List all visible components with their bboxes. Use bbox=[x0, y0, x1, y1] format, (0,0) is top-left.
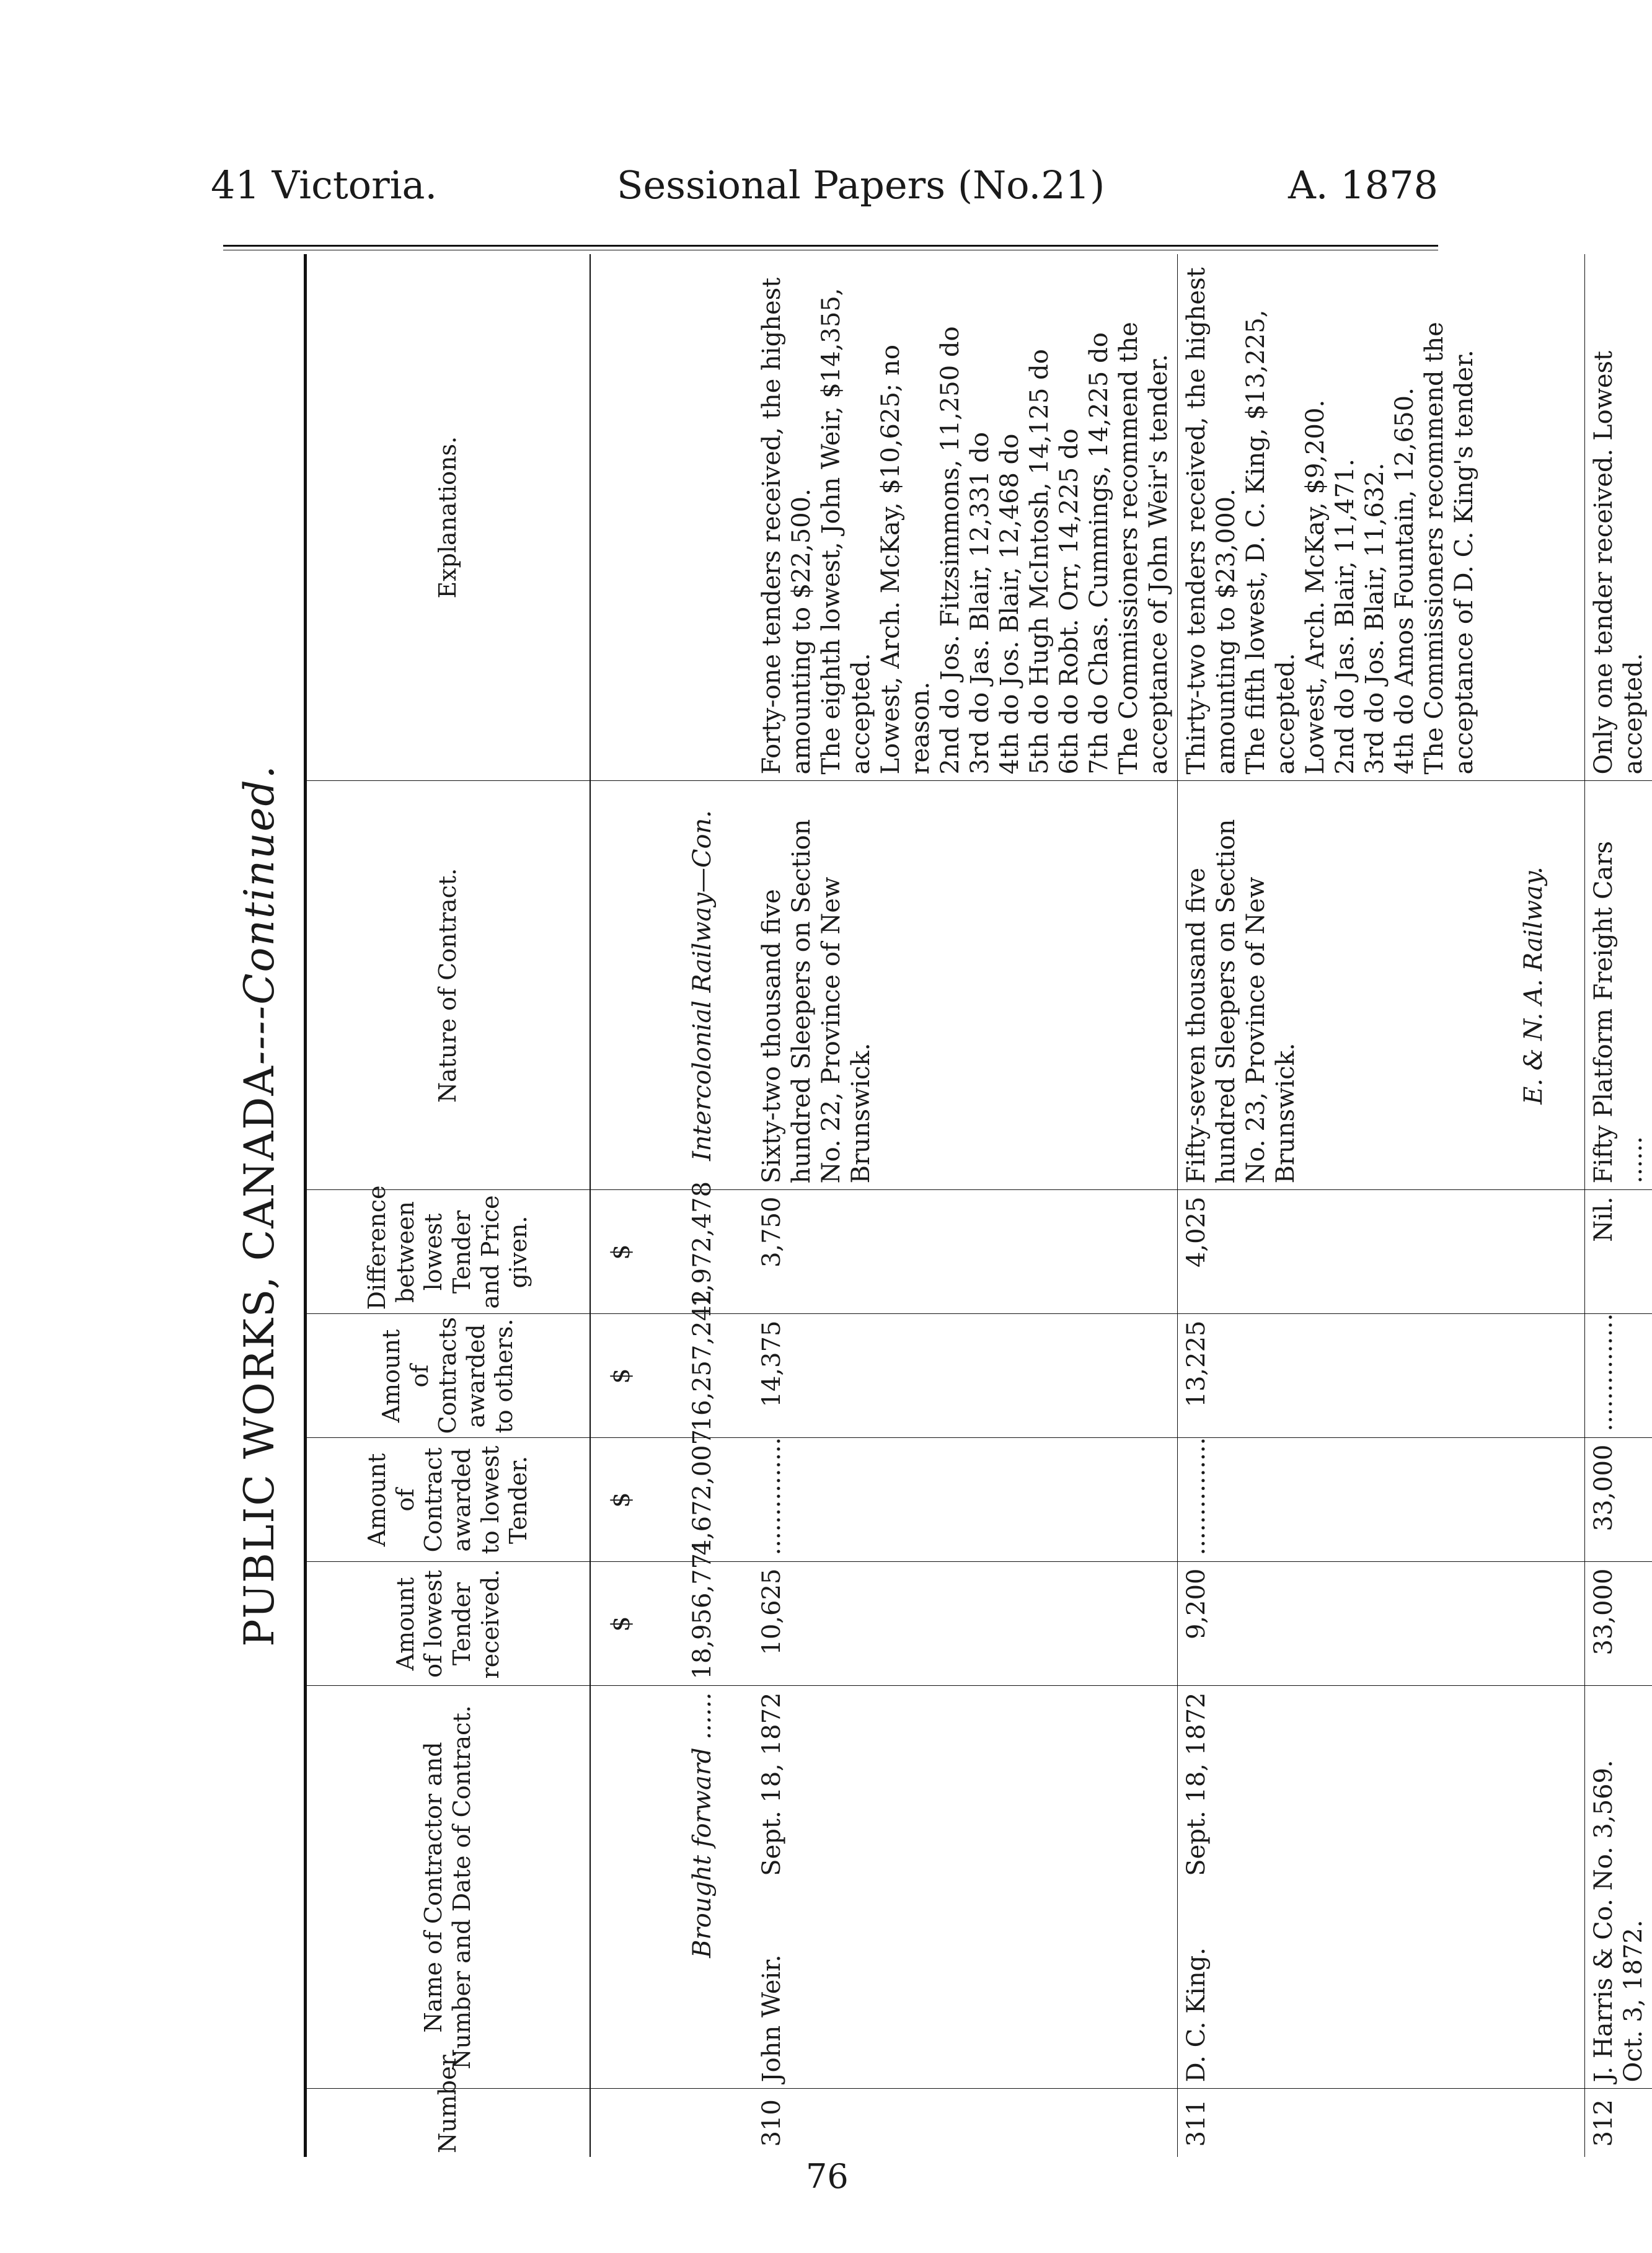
row-contractor bbox=[1178, 1686, 1483, 2089]
col-awarded-others: Amount of Contracts awarded to others. bbox=[306, 1314, 591, 1438]
explanation-line: 5th do Hugh McIntosh, 14,125 do bbox=[1025, 349, 1054, 775]
bf-lowest-tender: 18,956,771 bbox=[652, 1562, 753, 1686]
explanation-line: The Commissioners recommend the acceptance of D. C. King's tender. bbox=[1420, 322, 1478, 775]
row-number: 312 bbox=[1585, 2089, 1652, 2157]
explanation-line: Thirty-two tenders received, the highest amounting to $23,000. bbox=[1182, 267, 1240, 775]
table-title bbox=[236, 254, 283, 2157]
row-awarded-others: ............... bbox=[1585, 1314, 1652, 1438]
col-explanations: Explanations. bbox=[306, 254, 591, 781]
table-row bbox=[753, 254, 1178, 2157]
row-nature: Fifty Platform Freight Cars ...... bbox=[1585, 781, 1652, 1190]
header-session: 41 Victoria. bbox=[211, 162, 438, 208]
explanation-line: 3rd do Jos. Blair, 11,632. bbox=[1361, 462, 1389, 775]
title-suffix: ----Continued. bbox=[236, 764, 283, 1065]
contractor-name: D. C. King. bbox=[1182, 1947, 1211, 2083]
section-heading: E. & N. A. Railway. bbox=[1483, 781, 1585, 1190]
row-number: 311 bbox=[1178, 2089, 1483, 2157]
row-difference: 3,750 bbox=[753, 1190, 1178, 1314]
explanation-line: 3rd do Jas. Blair, 12,331 do bbox=[966, 432, 994, 775]
col-nature: Nature of Contract. bbox=[306, 781, 591, 1190]
row-awarded-lowest: ............... bbox=[1178, 1438, 1483, 1562]
row-lowest-tender: 9,200 bbox=[1178, 1562, 1483, 1686]
explanation-line: The eighth lowest, John Weir, $14,355, accepted. bbox=[817, 288, 875, 775]
explanation-line: 2nd do Jas. Blair, 11,471. bbox=[1331, 459, 1359, 775]
explanation-line: Forty-one tenders received, the highest amounting to $22,500. bbox=[758, 277, 816, 775]
row-number: 310 bbox=[758, 2099, 786, 2147]
explanation-line: 4th do Jos. Blair, 12,468 do bbox=[996, 433, 1024, 775]
row-awarded-lowest: ............... bbox=[753, 1438, 1178, 1562]
row-difference: Nil. bbox=[1585, 1190, 1652, 1314]
header-year: A. 1878 bbox=[1288, 162, 1438, 208]
row-awarded-others: 14,375 bbox=[753, 1314, 1178, 1438]
row-awarded-others: 13,225 bbox=[1178, 1314, 1483, 1438]
col-number: Number. bbox=[306, 2089, 591, 2157]
contractor-name: J. Harris & Co. No. 3,569. bbox=[1589, 1760, 1618, 2083]
currency-symbol: $ bbox=[590, 1314, 652, 1438]
explanation-line: Lowest, Arch. McKay, $10,625; no reason. bbox=[877, 345, 935, 775]
currency-row bbox=[590, 254, 652, 2157]
explanation-line: The fifth lowest, D. C. King, $13,225, accepted. bbox=[1242, 309, 1300, 775]
row-lowest-tender: 10,625 bbox=[753, 1562, 1178, 1686]
contractor-name: John Weir. bbox=[758, 1954, 786, 2083]
row-explanations: Only one tender received. Lowest accepted. bbox=[1585, 254, 1652, 781]
contract-date: Sept. 18, 1872 bbox=[758, 1692, 786, 1876]
row-nature: Fifty-seven thousand five hundred Sleepers on Section No. 23, Province of New Brunswick. bbox=[1178, 781, 1483, 1190]
contract-date: Sept. 18, 1872 bbox=[1182, 1692, 1211, 1876]
row-difference: 4,025 bbox=[1178, 1190, 1483, 1314]
section-row bbox=[1483, 254, 1585, 2157]
explanation-line: The Commissioners recommend the acceptance of John Weir's tender. bbox=[1115, 322, 1173, 775]
row-contractor bbox=[1585, 1686, 1652, 2089]
currency-symbol: $ bbox=[590, 1190, 652, 1314]
contract-date: Oct. 3, 1872. bbox=[1619, 1920, 1648, 2083]
col-lowest-tender: Amount of lowest Tender received. bbox=[306, 1562, 591, 1686]
running-header bbox=[211, 162, 1438, 212]
explanation-line: 4th do Amos Fountain, 12,650. bbox=[1390, 387, 1419, 775]
header-papers: Sessional Papers (No.21) bbox=[617, 162, 1105, 208]
page-number: 76 bbox=[806, 2157, 849, 2196]
rotated-table-page bbox=[236, 254, 1648, 2157]
explanation-line: 2nd do Jos. Fitzsimmons, 11,250 do bbox=[936, 326, 965, 775]
table-row bbox=[1585, 254, 1652, 2157]
bf-difference: 1,972,478 bbox=[652, 1190, 753, 1314]
title-main: PUBLIC WORKS, CANADA bbox=[236, 1065, 283, 1647]
explanation-line: 7th do Chas. Cummings, 14,225 do bbox=[1085, 332, 1113, 775]
row-lowest-tender: 33,000 bbox=[1585, 1562, 1652, 1686]
currency-symbol: $ bbox=[590, 1562, 652, 1686]
row-awarded-lowest: 33,000 bbox=[1585, 1438, 1652, 1562]
bf-awarded-others: 16,257,242 bbox=[652, 1314, 753, 1438]
row-contractor bbox=[753, 1686, 1178, 2089]
table-row bbox=[1178, 254, 1483, 2157]
explanation-line: 6th do Robt. Orr, 14,225 do bbox=[1055, 428, 1084, 775]
currency-symbol: $ bbox=[590, 1438, 652, 1562]
col-contractor: Name of Contractor and Number and Date of Contract. bbox=[306, 1686, 591, 2089]
col-awarded-lowest: Amount of Contract awarded to lowest Tender. bbox=[306, 1438, 591, 1562]
brought-forward-row bbox=[652, 254, 753, 2157]
col-difference: Difference between lowest Tender and Price given. bbox=[306, 1190, 591, 1314]
contracts-table bbox=[304, 254, 1652, 2157]
explanation-line: Lowest, Arch. McKay, $9,200. bbox=[1301, 399, 1330, 775]
header-rule bbox=[223, 245, 1438, 247]
section-heading: Intercolonial Railway—Con. bbox=[652, 781, 753, 1190]
brought-forward-label: Brought forward ...... bbox=[652, 1686, 753, 2089]
row-explanations bbox=[1178, 254, 1483, 781]
row-explanations bbox=[753, 254, 1178, 781]
row-nature: Sixty-two thousand five hundred Sleepers on Section No. 22, Province of New Brunswick. bbox=[753, 781, 1178, 1190]
header-row bbox=[306, 254, 591, 2157]
bf-awarded-lowest: 4,672,007 bbox=[652, 1438, 753, 1562]
